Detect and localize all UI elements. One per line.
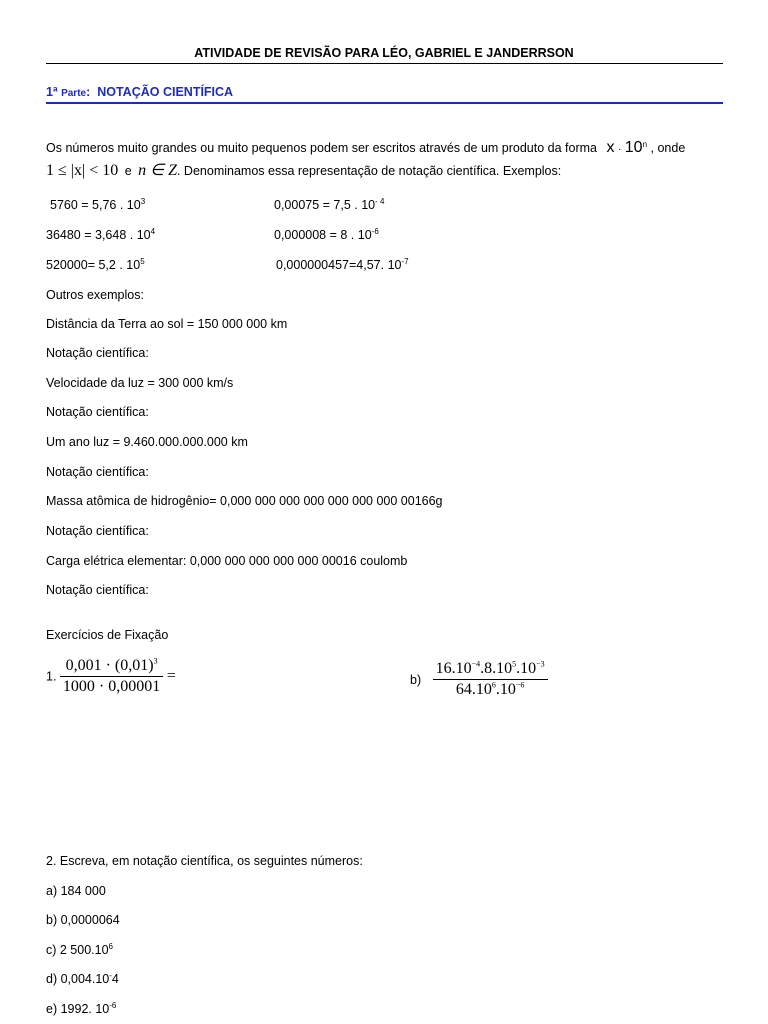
- example-right-2: 0,000008 = 8 . $10^{-6}$: [274, 226, 379, 242]
- page-title: ATIVIDADE DE REVISÃO PARA LÉO, GABRIEL E JANDERRSON: [194, 46, 574, 60]
- exercise-1-equals: =: [166, 667, 176, 685]
- section-divider: [46, 102, 723, 104]
- others-heading: Outros exemplos:: [46, 288, 144, 302]
- section-part: Parte: [61, 88, 87, 99]
- section-number: 1ª: [46, 85, 58, 99]
- condition-abs: 1 ≤ |x| < 10: [46, 162, 119, 179]
- others-item: Velocidade da luz = 300 000 km/s: [46, 376, 234, 390]
- others-item: Notação científica:: [46, 346, 149, 360]
- others-item: Carga elétrica elementar: 0,000 000 000 000 000 00016 coulomb: [46, 554, 408, 568]
- exercise-1-label: 1.: [46, 669, 57, 684]
- exercise-b-label: b): [410, 672, 422, 687]
- formula-x: x: [606, 139, 615, 156]
- question-2-item: d) 0,004.10-4: [46, 970, 119, 986]
- others-item: Distância da Terra ao sol = 150 000 000 km: [46, 317, 288, 331]
- example-left-2: 36480 = 3,648 . $10^4$: [46, 226, 156, 242]
- section-name: NOTAÇÃO CIENTÍFICA: [97, 85, 234, 99]
- example-left-3: 520000= 5,2 . $10^5$: [46, 256, 145, 272]
- intro-text-2: . Denominamos essa representação de notação científica. Exemplos:: [176, 164, 562, 178]
- section-heading: [46, 85, 233, 99]
- question-2-prompt: 2. Escreva, em notação científica, os seguintes números:: [46, 854, 363, 868]
- intro-line-1: [46, 139, 685, 157]
- question-2-item: a) 184 000: [46, 884, 106, 898]
- exercise-1-fraction: $\frac{0,001 \cdot (0,01)^3}{1000 \cdot 0,00001}$: [60, 657, 163, 696]
- example-left-1: 5760 = 5,76 . $10^3$: [50, 196, 146, 212]
- intro-text-1-end: , onde: [650, 141, 686, 155]
- example-right-3: 0,000000457=4,57. $10^{-7}$: [276, 256, 409, 272]
- others-item: Um ano luz = 9.460.000.000.000 km: [46, 435, 248, 449]
- formula-exponent: n: [642, 139, 648, 149]
- others-item: Notação científica:: [46, 465, 149, 479]
- others-item: Notação científica:: [46, 405, 149, 419]
- intro-line-2: [46, 160, 561, 180]
- intro-text-1: Os números muito grandes ou muito pequenos podem ser escritos através de um produto da forma: [46, 141, 597, 155]
- condition-and: e: [124, 164, 132, 178]
- exercise-b-fraction: $\frac{16.10^{-4}.8.10^5.10^{-3}}{64.10^6.10^{-6}}$: [433, 660, 548, 699]
- section-colon: :: [86, 85, 91, 99]
- exercise-b: [410, 660, 548, 699]
- question-2-item: b) 0,0000064: [46, 913, 120, 927]
- exercise-1: [46, 657, 176, 696]
- others-item: Notação científica:: [46, 583, 149, 597]
- question-2-item: c) 2 500.10$^6$: [46, 941, 113, 957]
- condition-set: n ∈ Z: [138, 162, 177, 179]
- exercises-heading: Exercícios de Fixação: [46, 628, 169, 642]
- formula-dot: ·: [617, 144, 622, 155]
- question-2-item: e) 1992. $10^{-6}$: [46, 1000, 117, 1016]
- formula-base: 10: [624, 139, 643, 156]
- title-divider: [46, 63, 723, 64]
- others-item: Massa atômica de hidrogênio= 0,000 000 000 000 000 000 000 00166g: [46, 494, 443, 508]
- example-right-1: 0,00075 = 7,5 . $10^{- 4}$: [274, 196, 385, 212]
- others-item: Notação científica:: [46, 524, 149, 538]
